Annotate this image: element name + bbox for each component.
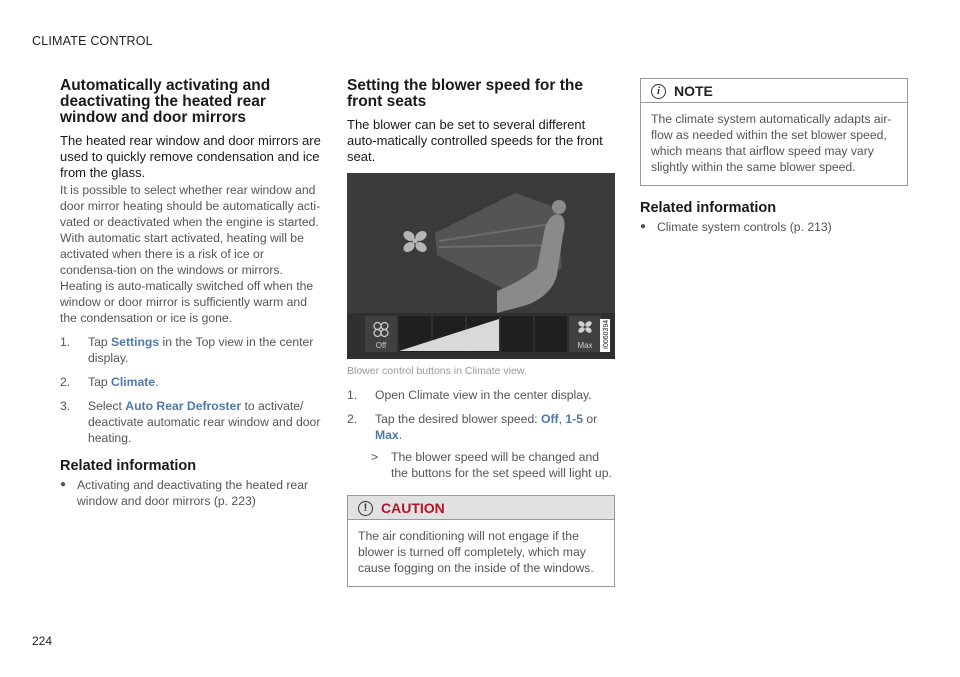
step-item: 1. Tap Settings in the Top view in the center display.: [60, 335, 314, 365]
blower-speed-max: Max: [375, 428, 399, 442]
section-lead: The blower can be set to several different auto-matically controlled speeds for the front seat.: [347, 117, 603, 164]
blower-speed-off: Off: [541, 412, 559, 426]
steps-list: [60, 334, 322, 446]
page-number: 224: [32, 634, 53, 648]
section-heading-heated-rear-window: Automatically activating and deactivating the heated rear window and door mirrors: [60, 77, 271, 126]
info-icon: i: [651, 84, 666, 99]
blower-speed-1-5: 1-5: [565, 412, 584, 426]
bullet-icon: ●: [640, 221, 647, 232]
steps-list: [347, 387, 615, 443]
related-information-heading: Related information: [60, 458, 197, 474]
exclamation-icon: !: [358, 501, 373, 516]
caution-title: CAUTION: [381, 500, 445, 516]
note-header: [641, 79, 907, 103]
related-link[interactable]: ● Activating and deactivating the heated rear window and door mirrors (p. 223): [60, 478, 309, 508]
related-information-heading: Related information: [640, 200, 777, 216]
menu-reference-climate: Climate: [111, 375, 156, 389]
figure-caption: Blower control buttons in Climate view.: [347, 365, 527, 377]
menu-reference-auto-rear-defroster: Auto Rear Defroster: [125, 399, 242, 413]
step-item: 1. Open Climate view in the center display.: [347, 388, 592, 402]
figure-code: I0060394: [603, 319, 610, 349]
step-item: 3. Select Auto Rear Defroster to activate/ deactivate automatic rear window and door heating.: [60, 399, 321, 445]
column-left: [60, 78, 322, 509]
blower-illustration: [347, 173, 615, 359]
menu-reference-settings: Settings: [111, 335, 160, 349]
blower-control-figure: [347, 173, 615, 359]
section-lead: The heated rear window and door mirrors are used to quickly remove condensation and ice from the glass.: [60, 133, 321, 180]
step-item: 2. Tap Climate.: [60, 375, 159, 389]
caution-box: [347, 495, 615, 587]
note-title: NOTE: [674, 83, 713, 99]
step-result: > The blower speed will be changed and the buttons for the set speed will light up.: [371, 450, 612, 480]
caution-header: [348, 496, 614, 520]
column-right: [640, 78, 908, 235]
section-body: It is possible to select whether rear window and door mirror heating should be automatically acti-vated or deactivated when the engine is started. With automatic start activated, heating will be activated when there is a risk of ice or condensa-tion on the windows or mirrors. Heating is auto-matically switched off when the window or door mirror is sufficiently warm and the condensation or ice is gone.: [60, 183, 321, 325]
blower-off-label: Off: [375, 341, 387, 350]
related-links-list: [60, 477, 322, 509]
related-links-list: [640, 219, 908, 235]
caution-body: The air conditioning will not engage if the blower is turned off completely, which may cause fogging on the inside of the windows.: [358, 529, 594, 575]
column-middle: [347, 78, 615, 587]
section-heading-blower-speed: Setting the blower speed for the front seats: [347, 77, 583, 110]
page-header: CLIMATE CONTROL: [32, 34, 153, 48]
step-item: 2. Tap the desired blower speed: Off, 1-5 or Max.: [347, 412, 598, 442]
note-box: [640, 78, 908, 186]
related-link[interactable]: ● Climate system controls (p. 213): [640, 220, 832, 234]
note-body: The climate system automatically adapts air-flow as needed within the set blower speed, which means that airflow speed may vary slightly within the same blower speed.: [651, 112, 892, 174]
bullet-icon: ●: [60, 479, 67, 490]
blower-max-label: Max: [577, 341, 593, 350]
